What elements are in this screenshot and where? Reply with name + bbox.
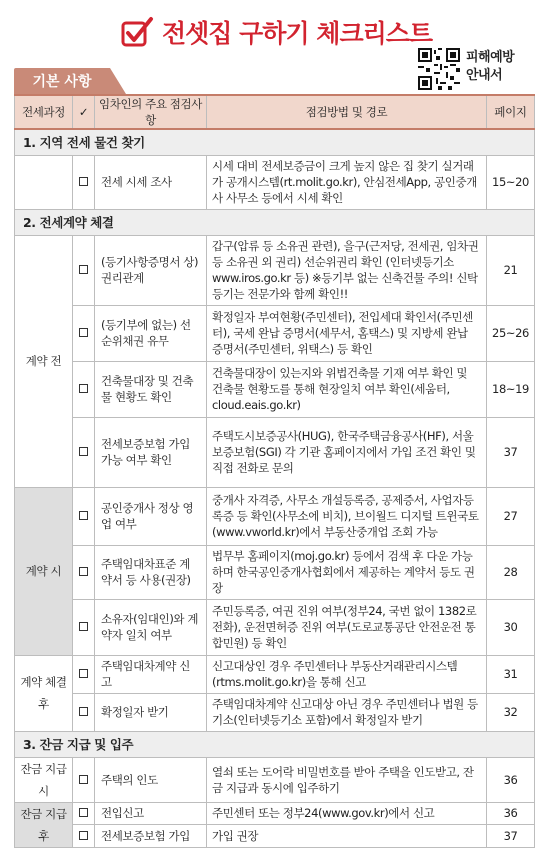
header-method: 점검방법 및 경로 xyxy=(207,95,487,129)
check-item: 주택임대차계약 신고 xyxy=(95,655,207,693)
page-number: 36 xyxy=(487,802,535,825)
section-title: 1. 지역 전세 물건 찾기 xyxy=(15,129,535,155)
check-method: 주택도시보증공사(HUG), 한국주택금융공사(HF), 서울보증보험(SGI) 각 기관 홈페이지에서 가입 조건 확인 및 직접 전화로 문의 xyxy=(207,417,487,487)
check-item: 확정일자 받기 xyxy=(95,693,207,731)
qr-caption-line-1: 피해예방 xyxy=(466,50,515,65)
qr-caption-line-2: 안내서 xyxy=(466,68,503,83)
check-method: 갑구(압류 등 소유권 관련), 을구(근저당, 전세권, 임차권 등 소유권 외 권리) 선순위권리 확인 (인터넷등기소 www.iros.go.kr 등) ※등기부 없는 신축건물 주의! 신탁등기는 전문가와 함께 확인!! xyxy=(207,235,487,305)
check-method: 주택임대차계약 신고대상 아닌 경우 주민센터나 법원 등기소(인터넷등기소 포함)에서 확정일자 받기 xyxy=(207,693,487,731)
table-row xyxy=(15,757,535,802)
phase-at-contract: 계약 시 xyxy=(15,487,73,655)
checkbox-icon xyxy=(79,831,88,840)
table-row xyxy=(15,545,535,599)
phase-balance-payment: 잔금 지급 시 xyxy=(15,757,73,802)
checkbox-icon xyxy=(79,177,88,186)
section-row xyxy=(15,129,535,155)
checkbox[interactable] xyxy=(73,155,95,209)
page-number: 31 xyxy=(487,655,535,693)
table-row xyxy=(15,599,535,655)
table-row xyxy=(15,417,535,487)
check-item: (등기부에 없는) 선순위채권 유무 xyxy=(95,305,207,361)
check-item: 소유자(임대인)와 계약자 일치 여부 xyxy=(95,599,207,655)
phase-before-contract: 계약 전 xyxy=(15,235,73,487)
page-number: 27 xyxy=(487,487,535,545)
check-item: 건축물대장 및 건축물 현황도 확인 xyxy=(95,361,207,417)
page-number: 28 xyxy=(487,545,535,599)
check-item: 전세보증보험 가입 xyxy=(95,825,207,848)
checkbox-icon xyxy=(79,622,88,631)
check-method: 법무부 홈페이지(moj.go.kr) 등에서 검색 후 다운 가능하며 한국공인중개사협회에서 제공하는 계약서 등도 권장 xyxy=(207,545,487,599)
checkbox-icon xyxy=(79,808,88,817)
table-row xyxy=(15,305,535,361)
checkbox[interactable] xyxy=(73,693,95,731)
section-row xyxy=(15,209,535,235)
table-row xyxy=(15,825,535,848)
checkbox[interactable] xyxy=(73,757,95,802)
checkbox-icon xyxy=(79,669,88,678)
check-method: 주민센터 또는 정부24(www.gov.kr)에서 신고 xyxy=(207,802,487,825)
header-stage: 전세과정 xyxy=(15,95,73,129)
page-number: 36 xyxy=(487,757,535,802)
table-row xyxy=(15,802,535,825)
table-row xyxy=(15,487,535,545)
checkbox[interactable] xyxy=(73,655,95,693)
table-row xyxy=(15,655,535,693)
table-header-row xyxy=(15,95,535,129)
page-number: 30 xyxy=(487,599,535,655)
checkbox[interactable] xyxy=(73,802,95,825)
check-item: 전입신고 xyxy=(95,802,207,825)
check-method: 열쇠 또는 도어락 비밀번호를 받아 주택을 인도받고, 잔금 지급과 동시에 입주하기 xyxy=(207,757,487,802)
qr-caption xyxy=(466,49,514,85)
check-method: 확정일자 부여현황(주민센터), 전입세대 확인서(주민센터), 국세 완납 증명서(세무서, 홈택스) 및 지방세 완납 증명서(주민센터, 위택스) 등 확인 xyxy=(207,305,487,361)
page-number: 37 xyxy=(487,417,535,487)
checkbox-icon xyxy=(79,567,88,576)
table-row xyxy=(15,693,535,731)
phase-cell xyxy=(15,155,73,209)
table-row xyxy=(15,155,535,209)
checkbox[interactable] xyxy=(73,545,95,599)
checkbox-icon xyxy=(79,384,88,393)
check-item: (등기사항증명서 상) 권리관계 xyxy=(95,235,207,305)
check-item: 공인중개사 정상 영업 여부 xyxy=(95,487,207,545)
page-number: 25~26 xyxy=(487,305,535,361)
section-tab-basic: 기본 사항 xyxy=(14,68,110,94)
table-row xyxy=(15,361,535,417)
check-item: 주택의 인도 xyxy=(95,757,207,802)
checkbox-icon xyxy=(79,511,88,520)
checkbox[interactable] xyxy=(73,825,95,848)
phase-after-contract: 계약 체결 후 xyxy=(15,655,73,731)
check-method: 중개사 자격증, 사무소 개설등록증, 공제증서, 사업자등록증 등 확인(사무소에 비치), 브이월드 디지털 트윈국토(www.vworld.kr)에서 부동산중개업 조회 가능 xyxy=(207,487,487,545)
checkbox[interactable] xyxy=(73,361,95,417)
check-method: 주민등록증, 여권 진위 여부(정부24, 국번 없이 1382로 전화), 운전면허증 진위 여부(도로교통공단 안전운전 통합민원) 등 확인 xyxy=(207,599,487,655)
header-item: 임차인의 주요 점검사항 xyxy=(95,95,207,129)
page-number: 37 xyxy=(487,825,535,848)
check-method: 건축물대장이 있는지와 위법건축물 기재 여부 확인 및 건축물 현황도를 통해 현장일치 여부 확인(세움터, cloud.eais.go.kr) xyxy=(207,361,487,417)
checkbox-icon xyxy=(79,265,88,274)
table-row xyxy=(15,235,535,305)
page-title: 전셋집 구하기 체크리스트 xyxy=(162,19,433,48)
checklist-table xyxy=(14,94,535,848)
header-page: 페이지 xyxy=(487,95,535,129)
section-row xyxy=(15,731,535,757)
header-check: ✓ xyxy=(73,95,95,129)
check-method: 가입 권장 xyxy=(207,825,487,848)
checkbox[interactable] xyxy=(73,305,95,361)
checkbox-icon xyxy=(79,328,88,337)
section-title: 2. 전세계약 체결 xyxy=(15,209,535,235)
page-number: 15~20 xyxy=(487,155,535,209)
page-number: 18~19 xyxy=(487,361,535,417)
check-method: 신고대상인 경우 주민센터나 부동산거래관리시스템(rtms.molit.go.kr)을 통해 신고 xyxy=(207,655,487,693)
check-item: 전세보증보험 가입 가능 여부 확인 xyxy=(95,417,207,487)
checkbox-icon xyxy=(79,775,88,784)
checkbox[interactable] xyxy=(73,417,95,487)
checkbox[interactable] xyxy=(73,599,95,655)
title-group xyxy=(120,12,432,52)
checkbox[interactable] xyxy=(73,235,95,305)
check-method: 시세 대비 전세보증금이 크게 높지 않은 집 찾기 실거래가 공개시스템(rt.molit.go.kr), 안심전세App, 공인중개사 사무소 등에서 시세 확인 xyxy=(207,155,487,209)
phase-after-balance: 잔금 지급 후 xyxy=(15,802,73,847)
page-number: 21 xyxy=(487,235,535,305)
section-title: 3. 잔금 지급 및 입주 xyxy=(15,731,535,757)
checkbox[interactable] xyxy=(73,487,95,545)
checkbox-check-icon xyxy=(120,15,154,49)
checkbox-icon xyxy=(79,447,88,456)
page-number: 32 xyxy=(487,693,535,731)
check-item: 주택임대차표준 계약서 등 사용(권장) xyxy=(95,545,207,599)
check-item: 전세 시세 조사 xyxy=(95,155,207,209)
qr-code-icon xyxy=(418,48,460,90)
qr-code[interactable] xyxy=(418,48,460,94)
checkbox-icon xyxy=(79,707,88,716)
